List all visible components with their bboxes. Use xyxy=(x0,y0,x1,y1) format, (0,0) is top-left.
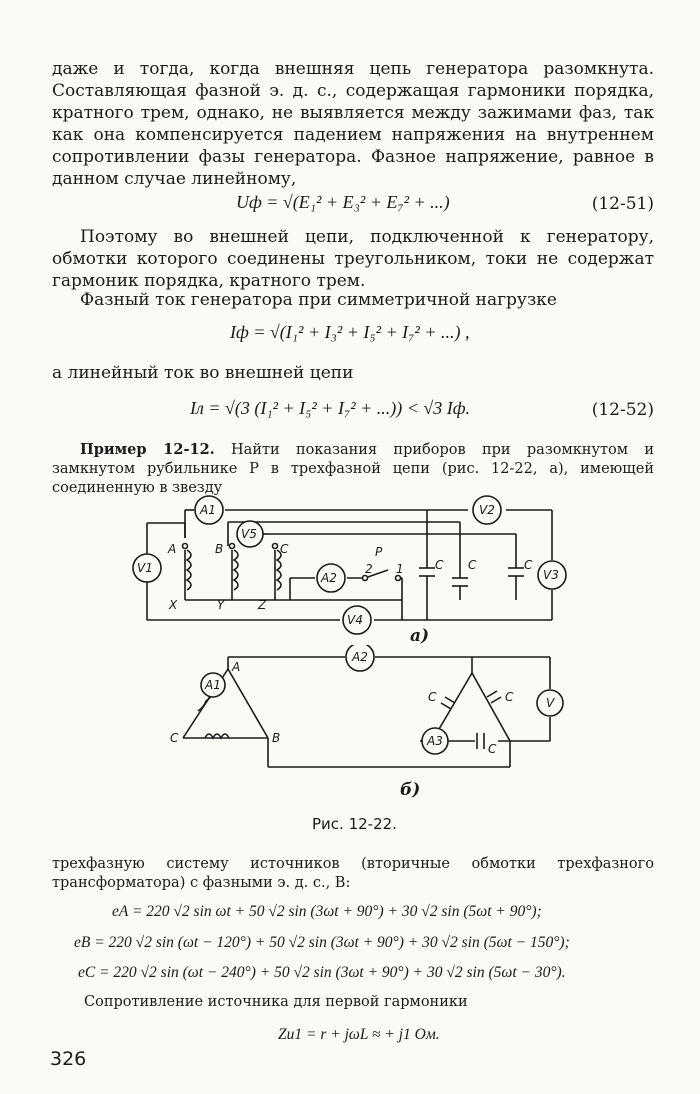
cap-b-label-3: C xyxy=(488,742,497,756)
meter-b-a1-label: A1 xyxy=(205,678,221,692)
switch-pos-2: 2 xyxy=(365,562,373,576)
node-b-label: B xyxy=(215,542,224,556)
equation-12-51: Uф = √(E₁² + E₃² + E₇² + ...) xyxy=(236,192,450,212)
paragraph-5: трехфазную систему источников (вторичные обмотки трехфазного трансформатора) с фазными э. д. с., В: xyxy=(52,856,654,891)
cap-label-3: C xyxy=(524,558,533,572)
example-label: Пример 12-12. xyxy=(80,441,215,458)
equation-phase-current: Iф = √(I₁² + I₃² + I₅² + I₇² + ...) , xyxy=(230,322,470,342)
node-x-label: X xyxy=(169,598,178,612)
equation-ec: eC = 220 √2 sin (ωt − 240°) + 50 √2 sin (3ωt + 90°) + 30 √2 sin (5ωt − 30°). xyxy=(78,964,566,981)
node-b-a-label: A xyxy=(232,660,241,674)
paragraph-4: а линейный ток во внешней цепи xyxy=(52,363,354,383)
node-z-label: Z xyxy=(258,598,267,612)
meter-a2-label: A2 xyxy=(321,571,337,585)
equation-zi1: Zи1 = r + jωL ≈ + j1 Ом. xyxy=(278,1026,440,1043)
node-y-label: Y xyxy=(217,598,225,612)
equation-eb: eB = 220 √2 sin (ωt − 120°) + 50 √2 sin (3ωt + 90°) + 30 √2 sin (5ωt − 150°); xyxy=(74,934,570,951)
meter-v5-label: V5 xyxy=(241,527,257,541)
example-text: Найти показания приборов при разомкнутом и замкнутом рубильнике P в трехфазной цепи (рис. 12-22, a), имеющей соединенную в звезду xyxy=(52,442,654,496)
page-number: 326 xyxy=(50,1048,87,1070)
node-b-b-label: B xyxy=(272,731,281,745)
meter-b-a2-label: A2 xyxy=(352,650,368,664)
cap-b-label-1: C xyxy=(428,690,437,704)
paragraph-2: Поэтому во внешней цепи, подключенной к генератору, обмотки которого соединены треугольником, токи не содержат гармоник порядка, кратного трем. xyxy=(52,227,654,291)
meter-v4-label: V4 xyxy=(347,613,363,627)
meter-b-v-label: V xyxy=(546,696,555,710)
meter-v2-label: V2 xyxy=(479,503,495,517)
node-c-label: C xyxy=(280,542,289,556)
figure-b-circuit xyxy=(150,645,590,775)
equation-number-12-52: (12-52) xyxy=(591,400,654,420)
equation-ea: eA = 220 √2 sin ωt + 50 √2 sin (3ωt + 90°) + 30 √2 sin (5ωt + 90°); xyxy=(112,903,542,920)
node-a-label: A xyxy=(168,542,177,556)
subfigure-a-label: а) xyxy=(410,626,430,646)
switch-label: P xyxy=(375,545,383,559)
paragraph-6: Сопротивление источника для первой гармоники xyxy=(84,994,468,1010)
paragraph-1: даже и тогда, когда внешняя цепь генератора разомкнута. Составляющая фазной э. д. с., содержащая гармоники порядка, кратного трем, однако, не выявляется между зажимами фаз, так как она компенсируется падением напряжения на внутреннем сопротивлении фазы генератора. Фазное напряжение, равное в данном случае линейному, xyxy=(52,59,654,189)
switch-pos-1: 1 xyxy=(396,562,404,576)
cap-label-2: C xyxy=(468,558,477,572)
equation-12-52: Iл = √(3 (I₁² + I₅² + I₇² + ...)) < √3 Iф. xyxy=(190,398,471,418)
equation-number-12-51: (12-51) xyxy=(591,194,654,214)
cap-label-1: C xyxy=(435,558,444,572)
meter-a1-label: A1 xyxy=(200,503,216,517)
meter-v3-label: V3 xyxy=(543,568,559,582)
meter-v1-label: V1 xyxy=(137,561,153,575)
figure-caption: Рис. 12-22. xyxy=(312,815,397,833)
paragraph-3: Фазный ток генератора при симметричной нагрузке xyxy=(80,290,557,310)
meter-b-a3-label: A3 xyxy=(427,734,443,748)
subfigure-b-label: б) xyxy=(400,780,421,800)
cap-b-label-2: C xyxy=(505,690,514,704)
node-b-c-label: C xyxy=(170,731,179,745)
